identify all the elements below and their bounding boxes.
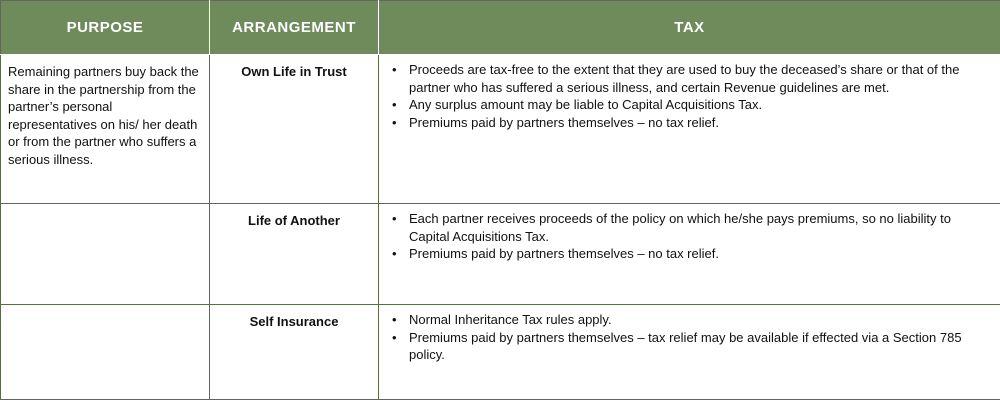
tax-bullet: • Any surplus amount may be liable to Capital Acquisitions Tax. [409,96,992,114]
arrangement-cell: Life of Another [210,204,379,305]
arrangement-cell: Own Life in Trust [210,55,379,204]
tax-cell [379,305,1000,400]
table-row [1,55,1000,204]
tax-bullet: • Premiums paid by partners themselves – no tax relief. [409,245,992,263]
header-purpose: PURPOSE [1,1,210,55]
tax-bullet: • Premiums paid by partners themselves – tax relief may be available if effected via a Section 785 policy. [409,329,992,364]
purpose-cell: Remaining partners buy back the share in the partnership from the partner’s personal representatives on his/ her death or from the partner who suffers a serious illness. [1,55,210,204]
tax-bullet-list [389,311,992,364]
tax-bullet-list [389,210,992,263]
header-tax: TAX [379,1,1000,55]
tax-bullet: • Each partner receives proceeds of the policy on which he/she pays premiums, so no liability to Capital Acquisitions Tax. [409,210,992,245]
tax-cell [379,55,1000,204]
header-row [1,1,1000,55]
tax-bullet-list [389,61,992,131]
tax-bullet: • Proceeds are tax-free to the extent that they are used to buy the deceased’s share or that of the partner who has suffered a serious illness, and certain Revenue guidelines are met. [409,61,992,96]
tax-bullet: • Normal Inheritance Tax rules apply. [409,311,992,329]
purpose-cell [1,204,210,305]
tax-cell [379,204,1000,305]
header-arrangement: ARRANGEMENT [210,1,379,55]
arrangement-cell: Self Insurance [210,305,379,400]
table-row [1,204,1000,305]
tax-bullet: • Premiums paid by partners themselves – no tax relief. [409,114,992,132]
purpose-cell [1,305,210,400]
table-row [1,305,1000,400]
